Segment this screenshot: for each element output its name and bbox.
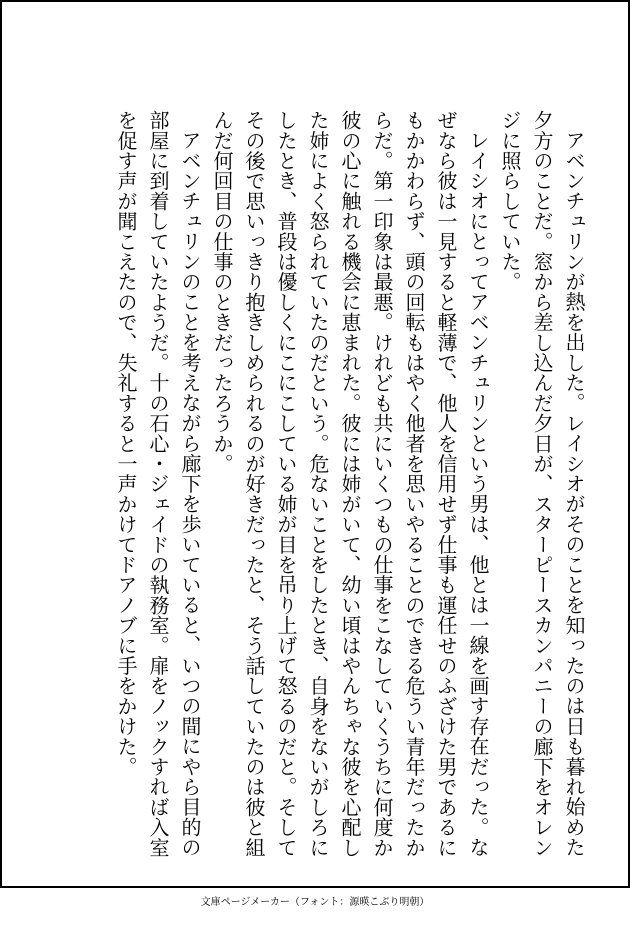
paragraph-3: アベンチュリンのことを考えながら廊下を歩いていると、いつの間にやら目的の部屋に到着していたようだ。十の石心・ジェイドの執務室。扉をノックすれば入室を促す声が聞こえたので、失礼すると一声かけてドアノブに手をかけた。 — [114, 110, 202, 858]
paragraph-2: レイシオにとってアベンチュリンという男は、他とは一線を画す存在だった。なぜなら彼は一見すると軽薄で、他人を信用せず仕事も運任せのふざけた男であるにもかかわらず、頭の回転もはやく他者を思いやることのできる危うい青年だったからだ。第一印象は最悪。けれども共にいくつもの仕事をこなしていくうちに何度か彼の心に触れる機会に恵まれた。彼には姉がいて、幼い頃はやんちゃな彼を心配した姉によく怒られていたのだという。危ないことをしたとき、自身をないがしろにしたとき、普段は優しくにこにこしている姉が目を吊り上げて怒るのだと。そしてその後で思いっきり抱きしめられるのが好きだったと、そう話していたのは彼と組んだ何回目の仕事のときだったろうか。 — [210, 110, 490, 858]
vertical-text-body — [30, 110, 590, 870]
paragraph-1: アベンチュリンが熱を出した。レイシオがそのことを知ったのは日も暮れ始めた夕方のことだ。窓から差し込んだ夕日が、スターピースカンパニーの廊下をオレンジに照らしていた。 — [498, 110, 586, 858]
footer-credit: 文庫ページメーカー（フォント：源暎こぶり明朝） — [200, 897, 430, 908]
